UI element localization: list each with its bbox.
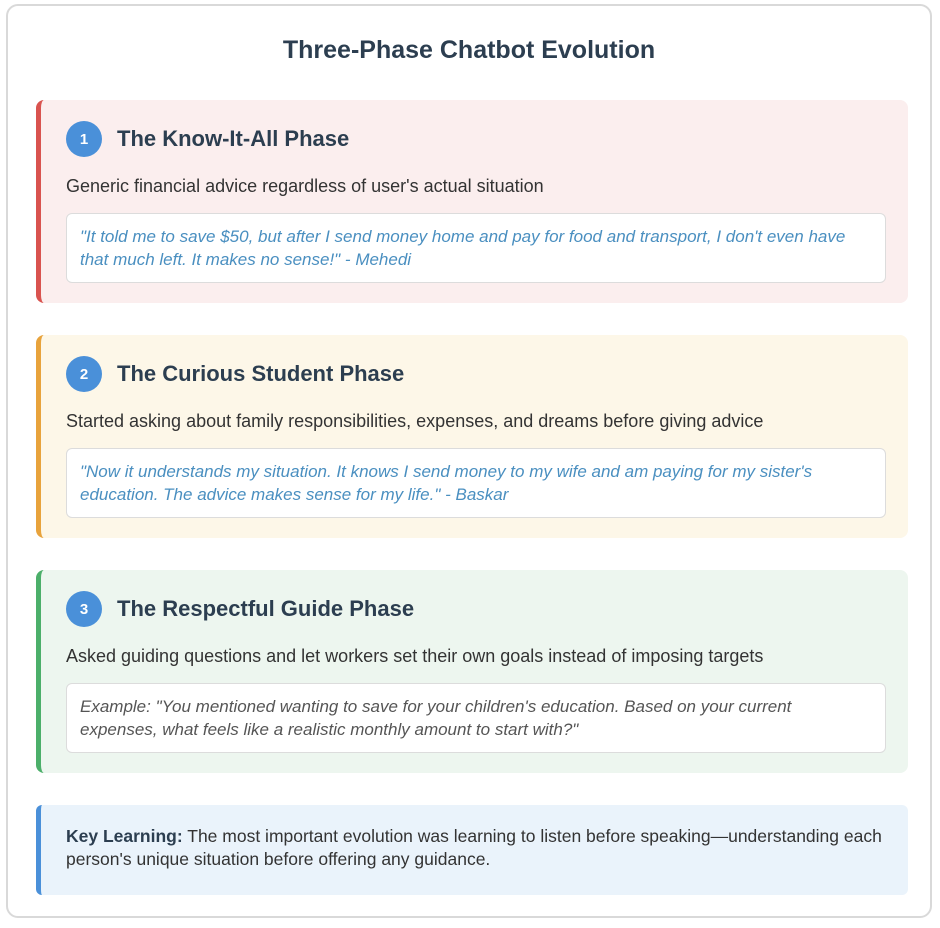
phase-card-2 (36, 335, 908, 538)
phase-card-1 (36, 100, 908, 303)
phase-header (66, 590, 414, 628)
phase-quote: "It told me to save $50, but after I send money home and pay for food and transport, I don't even have that much left. It makes no sense!" - Mehedi (66, 213, 886, 283)
phase-quote: "Now it understands my situation. It knows I send money to my wife and am paying for my sister's education. The advice makes sense for my life." - Baskar (66, 448, 886, 518)
phase-description: Asked guiding questions and let workers set their own goals instead of imposing targets (66, 646, 764, 666)
phase-number-badge: 3 (66, 591, 102, 627)
key-learning-text: The most important evolution was learning to listen before speaking—understanding each person's unique situation before offering any guidance. (66, 826, 882, 869)
phase-title: The Respectful Guide Phase (117, 596, 415, 621)
phase-card-3 (36, 570, 908, 773)
phase-description: Started asking about family responsibilities, expenses, and dreams before giving advice (66, 411, 764, 431)
diagram-title: Three-Phase Chatbot Evolution (282, 36, 656, 64)
key-learning-box (36, 805, 908, 895)
diagram-card (6, 4, 932, 918)
phase-header (66, 120, 349, 158)
phase-number-badge: 2 (66, 356, 102, 392)
phase-description: Generic financial advice regardless of user's actual situation (66, 176, 544, 196)
phase-title: The Know-It-All Phase (117, 126, 350, 151)
phase-header (66, 355, 404, 393)
phase-title: The Curious Student Phase (117, 361, 405, 386)
phase-example: Example: "You mentioned wanting to save for your children's education. Based on your current expenses, what feels like a realistic monthly amount to start with?" (66, 683, 886, 753)
phase-number-badge: 1 (66, 121, 102, 157)
key-learning-label: Key Learning: (66, 826, 183, 846)
